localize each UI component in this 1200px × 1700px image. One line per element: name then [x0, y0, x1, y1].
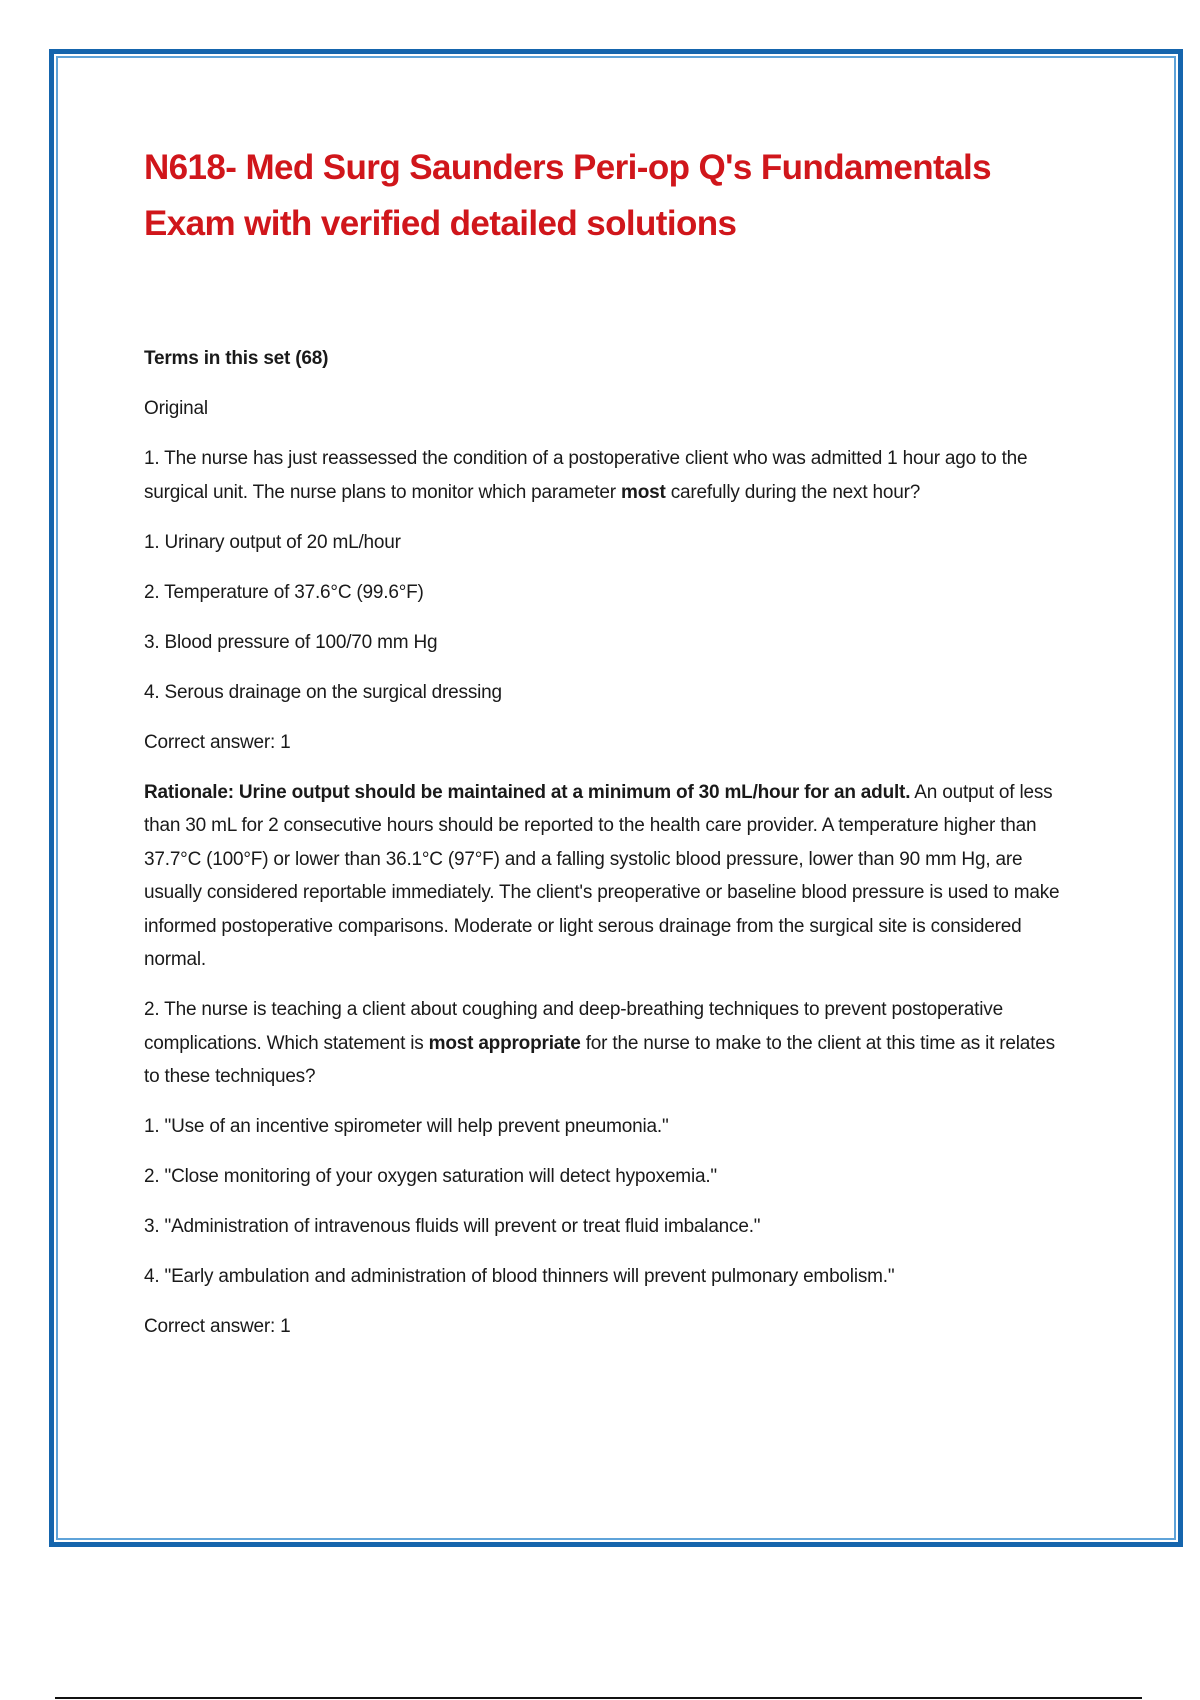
section-label: Original	[144, 398, 208, 419]
stem-text: for the nurse to make to the client at this time as it relates to these techniques?	[144, 1032, 1055, 1087]
stem-emphasis: most	[621, 481, 666, 503]
question-1-correct-answer: Correct answer: 1	[144, 731, 291, 753]
question-1-stem	[144, 442, 1069, 509]
rationale-heading: Rationale: Urine output should be maintained at a minimum of 30 mL/hour for an adult.	[144, 781, 911, 803]
rationale-text: An output of less than 30 mL for 2 consecutive hours should be reported to the health care provider. A temperature higher than 37.7°C (100°F) or lower than 36.1°C (97°F) and a falling systolic blood pressure, lower than 90 mm Hg, are usually considered reportable immediately. The client's preoperative or baseline blood pressure is used to make informed postoperative comparisons. Moderate or light serous drainage from the surgical site is considered normal.	[144, 781, 1060, 970]
stem-text: 1. The nurse has just reassessed the condition of a postoperative client who was admitted 1 hour ago to the surgical unit. The nurse plans to monitor which parameter	[144, 448, 1028, 503]
question-2-option: 1. "Use of an incentive spirometer will help prevent pneumonia."	[144, 1116, 669, 1137]
terms-count: Terms in this set (68)	[144, 348, 329, 369]
document-content	[144, 140, 1069, 1360]
stem-text: carefully during the next hour?	[665, 481, 921, 503]
question-2-stem	[144, 993, 1069, 1094]
stem-emphasis: most appropriate	[428, 1032, 581, 1054]
question-2-option: 4. "Early ambulation and administration of blood thinners will prevent pulmonary embolism."	[144, 1266, 895, 1287]
document-title: N618- Med Surg Saunders Peri-op Q's Fundamentals Exam with verified detailed solutions	[144, 148, 991, 243]
footer-divider	[55, 1697, 1142, 1699]
stem-text: 2. The nurse is teaching a client about coughing and deep-breathing techniques to prevent postoperative complications. Which statement is	[144, 999, 1003, 1054]
question-2-option: 2. "Close monitoring of your oxygen saturation will detect hypoxemia."	[144, 1166, 717, 1187]
question-1-option: 2. Temperature of 37.6°C (99.6°F)	[144, 581, 424, 603]
question-2-correct-answer: Correct answer: 1	[144, 1316, 291, 1337]
question-1-option: 3. Blood pressure of 100/70 mm Hg	[144, 631, 438, 653]
question-1-option: 4. Serous drainage on the surgical dressing	[144, 681, 502, 703]
question-2-option: 3. "Administration of intravenous fluids will prevent or treat fluid imbalance."	[144, 1216, 761, 1237]
question-1-option: 1. Urinary output of 20 mL/hour	[144, 531, 401, 553]
question-1-rationale	[144, 776, 1069, 977]
